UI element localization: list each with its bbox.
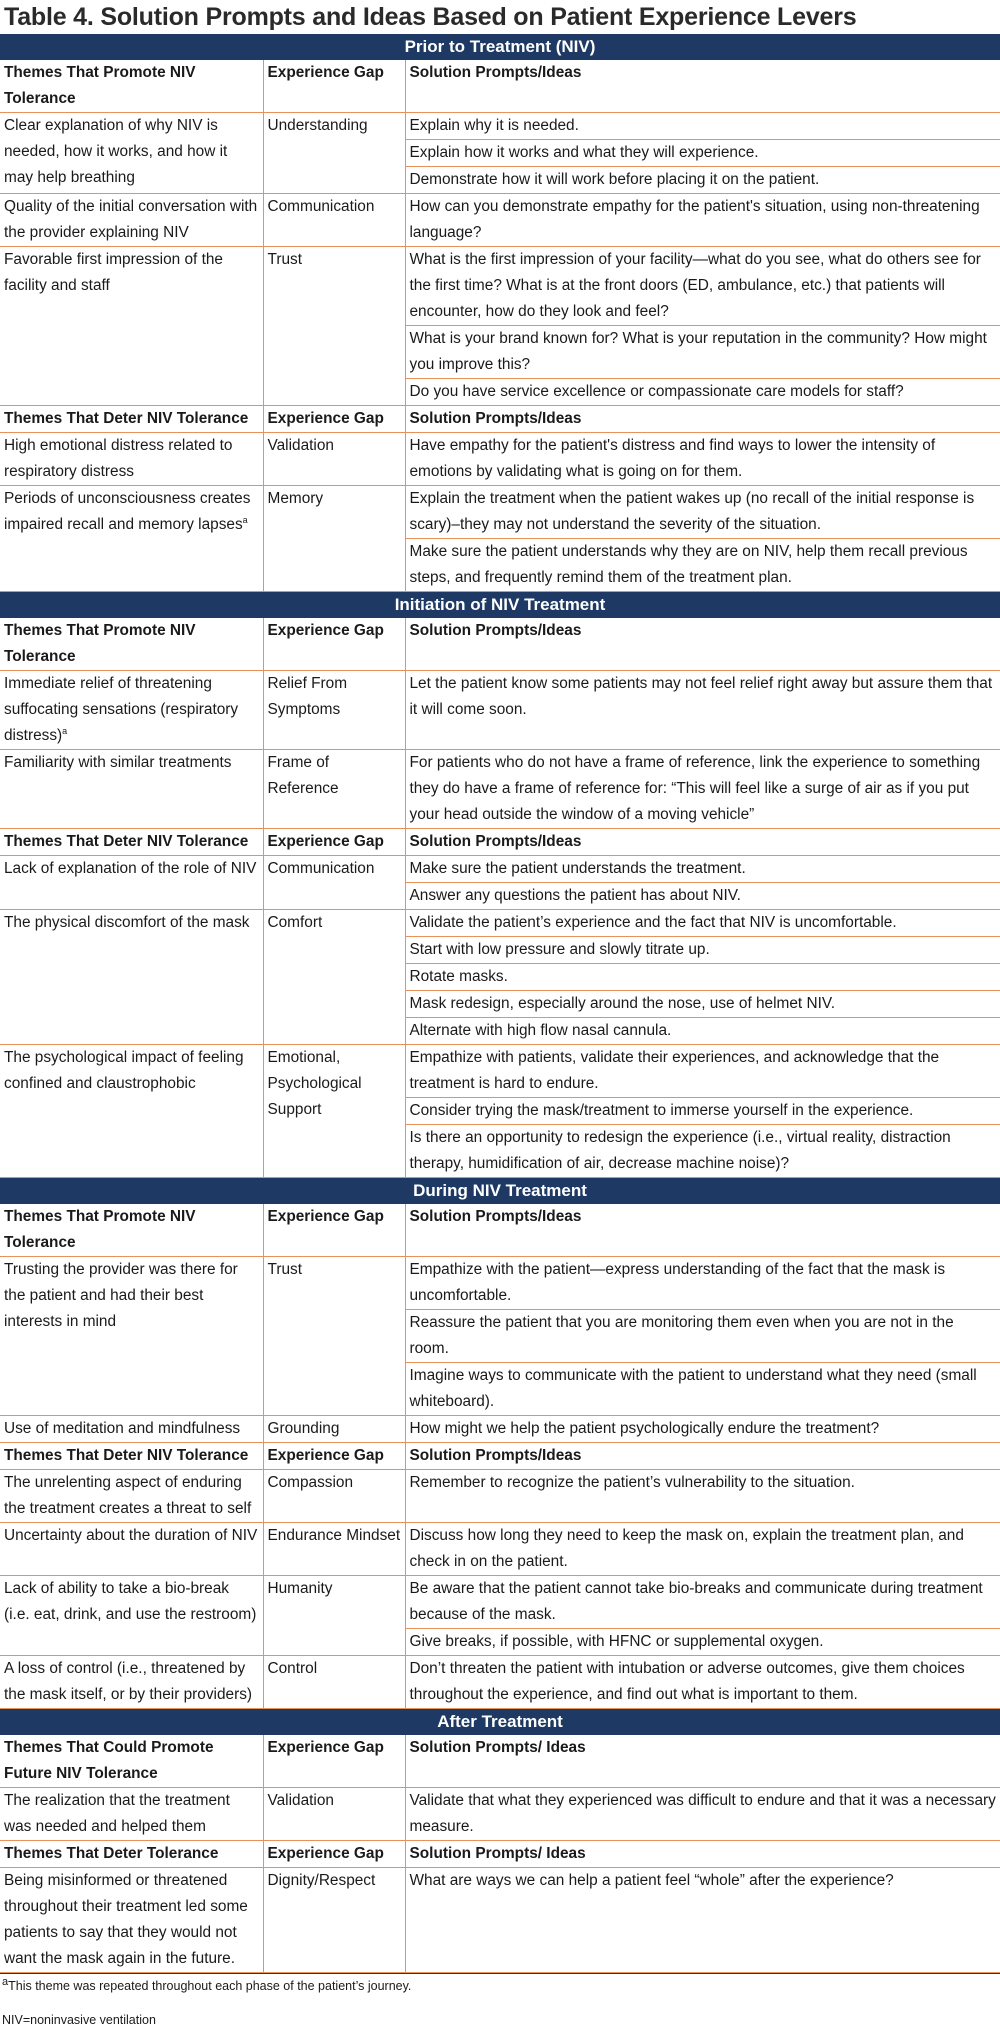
solution-cell: What are ways we can help a patient feel “whole” after the experience? <box>405 1868 1000 1973</box>
column-header-solutions: Solution Prompts/Ideas <box>405 829 1000 856</box>
experience-gap-cell: Validation <box>263 433 405 486</box>
table-row <box>0 910 1000 937</box>
footnote-marker: a <box>2 1975 9 1988</box>
theme-text: A loss of control (i.e., threatened by the mask itself, or by their providers) <box>4 1660 253 1703</box>
theme-cell <box>0 750 263 829</box>
experience-gap-cell: Comfort <box>263 910 405 1045</box>
solution-cell: Answer any questions the patient has about NIV. <box>405 883 1000 910</box>
section-title: After Treatment <box>0 1709 1000 1736</box>
theme-cell <box>0 194 263 247</box>
theme-cell <box>0 433 263 486</box>
theme-cell <box>0 1523 263 1576</box>
experience-gap-cell: Grounding <box>263 1416 405 1443</box>
experience-gap-cell: Control <box>263 1656 405 1709</box>
theme-text: The physical discomfort of the mask <box>4 914 250 931</box>
column-header-solutions: Solution Prompts/Ideas <box>405 618 1000 671</box>
theme-text: Use of meditation and mindfulness <box>4 1420 241 1437</box>
solution-cell: Alternate with high flow nasal cannula. <box>405 1018 1000 1045</box>
header-row <box>0 829 1000 856</box>
solution-cell: Explain the treatment when the patient wakes up (no recall of the initial response is scary)–they may not understand the severity of the situation. <box>405 486 1000 539</box>
experience-gap-cell: Trust <box>263 247 405 406</box>
table-row <box>0 194 1000 247</box>
table-row <box>0 750 1000 829</box>
solution-cell: Be aware that the patient cannot take bio-breaks and communicate during treatment because of the mask. <box>405 1576 1000 1629</box>
experience-gap-cell: Communication <box>263 856 405 910</box>
theme-cell <box>0 910 263 1045</box>
table-row <box>0 113 1000 140</box>
theme-cell <box>0 1257 263 1416</box>
column-header-gap: Experience Gap <box>263 1204 405 1257</box>
experience-gap-cell: Endurance Mindset <box>263 1523 405 1576</box>
table-row <box>0 1257 1000 1310</box>
solution-cell: Make sure the patient understands the treatment. <box>405 856 1000 883</box>
experience-gap-cell: Emotional, Psychological Support <box>263 1045 405 1178</box>
solution-cell: What is the first impression of your facility—what do you see, what do others see for the first time? What is at the front doors (ED, ambulance, etc.) that patients will encounter, how do they look and feel? <box>405 247 1000 326</box>
solution-cell: For patients who do not have a frame of reference, link the experience to something they do have a frame of reference for: “This will feel like a surge of air as if you put your head outside the window of a moving vehicle” <box>405 750 1000 829</box>
header-row <box>0 60 1000 113</box>
footnote-ref: a <box>62 725 68 736</box>
header-row <box>0 1841 1000 1868</box>
footnote-text: This theme was repeated throughout each phase of the patient’s journey. <box>8 1979 412 1993</box>
header-row <box>0 1443 1000 1470</box>
solution-cell: Empathize with the patient—express understanding of the fact that the mask is uncomfortable. <box>405 1257 1000 1310</box>
table-row <box>0 1868 1000 1973</box>
solution-cell: Let the patient know some patients may not feel relief right away but assure them that it will come soon. <box>405 671 1000 750</box>
theme-text: The realization that the treatment was needed and helped them <box>4 1792 230 1835</box>
theme-text: Themes That Promote NIV Tolerance <box>4 64 196 107</box>
theme-text: The unrelenting aspect of enduring the treatment creates a threat to self <box>4 1474 252 1517</box>
column-header-theme <box>0 1443 263 1470</box>
section-title: Prior to Treatment (NIV) <box>0 34 1000 60</box>
table-footer <box>0 1973 1000 2028</box>
solution-cell: Discuss how long they need to keep the mask on, explain the treatment plan, and check in on the patient. <box>405 1523 1000 1576</box>
column-header-theme <box>0 1841 263 1868</box>
theme-text: Themes That Promote NIV Tolerance <box>4 622 196 665</box>
header-row <box>0 1735 1000 1788</box>
column-header-solutions: Solution Prompts/Ideas <box>405 406 1000 433</box>
table-row <box>0 433 1000 486</box>
column-header-gap: Experience Gap <box>263 1735 405 1788</box>
solution-cell: Empathize with patients, validate their experiences, and acknowledge that the treatment is hard to endure. <box>405 1045 1000 1098</box>
solution-cell: Validate the patient’s experience and the fact that NIV is uncomfortable. <box>405 910 1000 937</box>
theme-cell <box>0 1470 263 1523</box>
table-title: Table 4. Solution Prompts and Ideas Based on Patient Experience Levers <box>4 3 857 31</box>
column-header-theme <box>0 1204 263 1257</box>
theme-text: Themes That Deter NIV Tolerance <box>4 1447 249 1464</box>
theme-text: Uncertainty about the duration of NIV <box>4 1527 258 1544</box>
theme-text: Favorable first impression of the facility and staff <box>4 251 223 294</box>
experience-gap-cell: Trust <box>263 1257 405 1416</box>
column-header-gap: Experience Gap <box>263 1443 405 1470</box>
footnote <box>0 1974 1000 2000</box>
theme-cell <box>0 1788 263 1841</box>
solution-cell: Validate that what they experienced was difficult to endure and that it was a necessary measure. <box>405 1788 1000 1841</box>
solution-cell: Mask redesign, especially around the nose, use of helmet NIV. <box>405 991 1000 1018</box>
theme-cell <box>0 1416 263 1443</box>
column-header-gap: Experience Gap <box>263 618 405 671</box>
solution-cell: Have empathy for the patient's distress and find ways to lower the intensity of emotions by validating what is going on for them. <box>405 433 1000 486</box>
theme-text: Clear explanation of why NIV is needed, how it works, and how it may help breathing <box>4 117 228 186</box>
column-header-solutions: Solution Prompts/Ideas <box>405 1204 1000 1257</box>
solution-cell: What is your brand known for? What is your reputation in the community? How might you improve this? <box>405 326 1000 379</box>
solutions-table <box>0 34 1000 1973</box>
solution-cell: Give breaks, if possible, with HFNC or supplemental oxygen. <box>405 1629 1000 1656</box>
column-header-theme <box>0 406 263 433</box>
solution-cell: Reassure the patient that you are monitoring them even when you are not in the room. <box>405 1310 1000 1363</box>
theme-text: Immediate relief of threatening suffocating sensations (respiratory distress) <box>4 675 239 744</box>
theme-cell <box>0 671 263 750</box>
theme-cell <box>0 1576 263 1656</box>
solution-cell: Explain why it is needed. <box>405 113 1000 140</box>
column-header-theme <box>0 829 263 856</box>
solution-cell: How can you demonstrate empathy for the patient's situation, using non-threatening language? <box>405 194 1000 247</box>
solution-cell: Imagine ways to communicate with the patient to understand what they need (small whiteboard). <box>405 1363 1000 1416</box>
table-row <box>0 671 1000 750</box>
header-row <box>0 618 1000 671</box>
solution-cell: Demonstrate how it will work before placing it on the patient. <box>405 167 1000 194</box>
experience-gap-cell: Communication <box>263 194 405 247</box>
theme-text: Quality of the initial conversation with the provider explaining NIV <box>4 198 258 241</box>
column-header-theme <box>0 60 263 113</box>
solution-cell: Consider trying the mask/treatment to immerse yourself in the experience. <box>405 1098 1000 1125</box>
theme-cell <box>0 1656 263 1709</box>
column-header-gap: Experience Gap <box>263 60 405 113</box>
section-title: Initiation of NIV Treatment <box>0 592 1000 619</box>
table-row <box>0 1416 1000 1443</box>
abbreviation-note: NIV=noninvasive ventilation <box>2 2013 156 2027</box>
section-row <box>0 592 1000 619</box>
theme-text: Themes That Deter NIV Tolerance <box>4 410 249 427</box>
column-header-gap: Experience Gap <box>263 406 405 433</box>
section-row <box>0 34 1000 60</box>
table-row <box>0 1523 1000 1576</box>
solution-cell: Do you have service excellence or compassionate care models for staff? <box>405 379 1000 406</box>
table-row <box>0 1470 1000 1523</box>
header-row <box>0 406 1000 433</box>
table-row <box>0 486 1000 539</box>
table-body <box>0 34 1000 1973</box>
column-header-solutions: Solution Prompts/Ideas <box>405 60 1000 113</box>
experience-gap-cell: Memory <box>263 486 405 592</box>
column-header-theme <box>0 618 263 671</box>
table-row <box>0 1788 1000 1841</box>
theme-text: Trusting the provider was there for the patient and had their best interests in mind <box>4 1261 238 1330</box>
theme-text: Familiarity with similar treatments <box>4 754 232 771</box>
experience-gap-cell: Understanding <box>263 113 405 194</box>
theme-text: The psychological impact of feeling confined and claustrophobic <box>4 1049 244 1092</box>
solution-cell: Rotate masks. <box>405 964 1000 991</box>
theme-text: High emotional distress related to respiratory distress <box>4 437 233 480</box>
column-header-gap: Experience Gap <box>263 829 405 856</box>
solution-cell: Explain how it works and what they will experience. <box>405 140 1000 167</box>
experience-gap-cell: Validation <box>263 1788 405 1841</box>
table-row <box>0 247 1000 326</box>
theme-cell <box>0 113 263 194</box>
column-header-solutions: Solution Prompts/ Ideas <box>405 1841 1000 1868</box>
theme-cell <box>0 856 263 910</box>
theme-cell <box>0 1868 263 1973</box>
experience-gap-cell: Dignity/Respect <box>263 1868 405 1973</box>
experience-gap-cell: Compassion <box>263 1470 405 1523</box>
solution-cell: Make sure the patient understands why they are on NIV, help them recall previous steps, and frequently remind them of the treatment plan. <box>405 539 1000 592</box>
theme-text: Lack of ability to take a bio-break (i.e. eat, drink, and use the restroom) <box>4 1580 257 1623</box>
experience-gap-cell: Frame of Reference <box>263 750 405 829</box>
header-row <box>0 1204 1000 1257</box>
solution-cell: Don’t threaten the patient with intubation or adverse outcomes, give them choices throughout the experience, and find out what is important to them. <box>405 1656 1000 1709</box>
table-row <box>0 1576 1000 1629</box>
theme-text: Themes That Promote NIV Tolerance <box>4 1208 196 1251</box>
table-row <box>0 1045 1000 1098</box>
experience-gap-cell: Humanity <box>263 1576 405 1656</box>
table-row <box>0 856 1000 883</box>
theme-cell <box>0 247 263 406</box>
table-row <box>0 1656 1000 1709</box>
solution-cell: How might we help the patient psychologically endure the treatment? <box>405 1416 1000 1443</box>
theme-text: Periods of unconsciousness creates impaired recall and memory lapses <box>4 490 251 533</box>
section-row <box>0 1178 1000 1205</box>
theme-text: Lack of explanation of the role of NIV <box>4 860 257 877</box>
section-row <box>0 1709 1000 1736</box>
column-header-solutions: Solution Prompts/ Ideas <box>405 1735 1000 1788</box>
solution-cell: Remember to recognize the patient’s vulnerability to the situation. <box>405 1470 1000 1523</box>
column-header-theme <box>0 1735 263 1788</box>
footnote-ref: a <box>242 514 248 525</box>
theme-text: Themes That Deter Tolerance <box>4 1845 219 1862</box>
solution-cell: Start with low pressure and slowly titrate up. <box>405 937 1000 964</box>
section-title: During NIV Treatment <box>0 1178 1000 1205</box>
solution-cell: Is there an opportunity to redesign the experience (i.e., virtual reality, distraction therapy, humidification of air, decrease machine noise)? <box>405 1125 1000 1178</box>
theme-text: Being misinformed or threatened throughout their treatment led some patients to say that they would not want the mask again in the future. <box>4 1872 248 1967</box>
theme-text: Themes That Deter NIV Tolerance <box>4 833 249 850</box>
experience-gap-cell: Relief From Symptoms <box>263 671 405 750</box>
column-header-gap: Experience Gap <box>263 1841 405 1868</box>
theme-text: Themes That Could Promote Future NIV Tolerance <box>4 1739 214 1782</box>
column-header-solutions: Solution Prompts/Ideas <box>405 1443 1000 1470</box>
theme-cell <box>0 1045 263 1178</box>
theme-cell <box>0 486 263 592</box>
